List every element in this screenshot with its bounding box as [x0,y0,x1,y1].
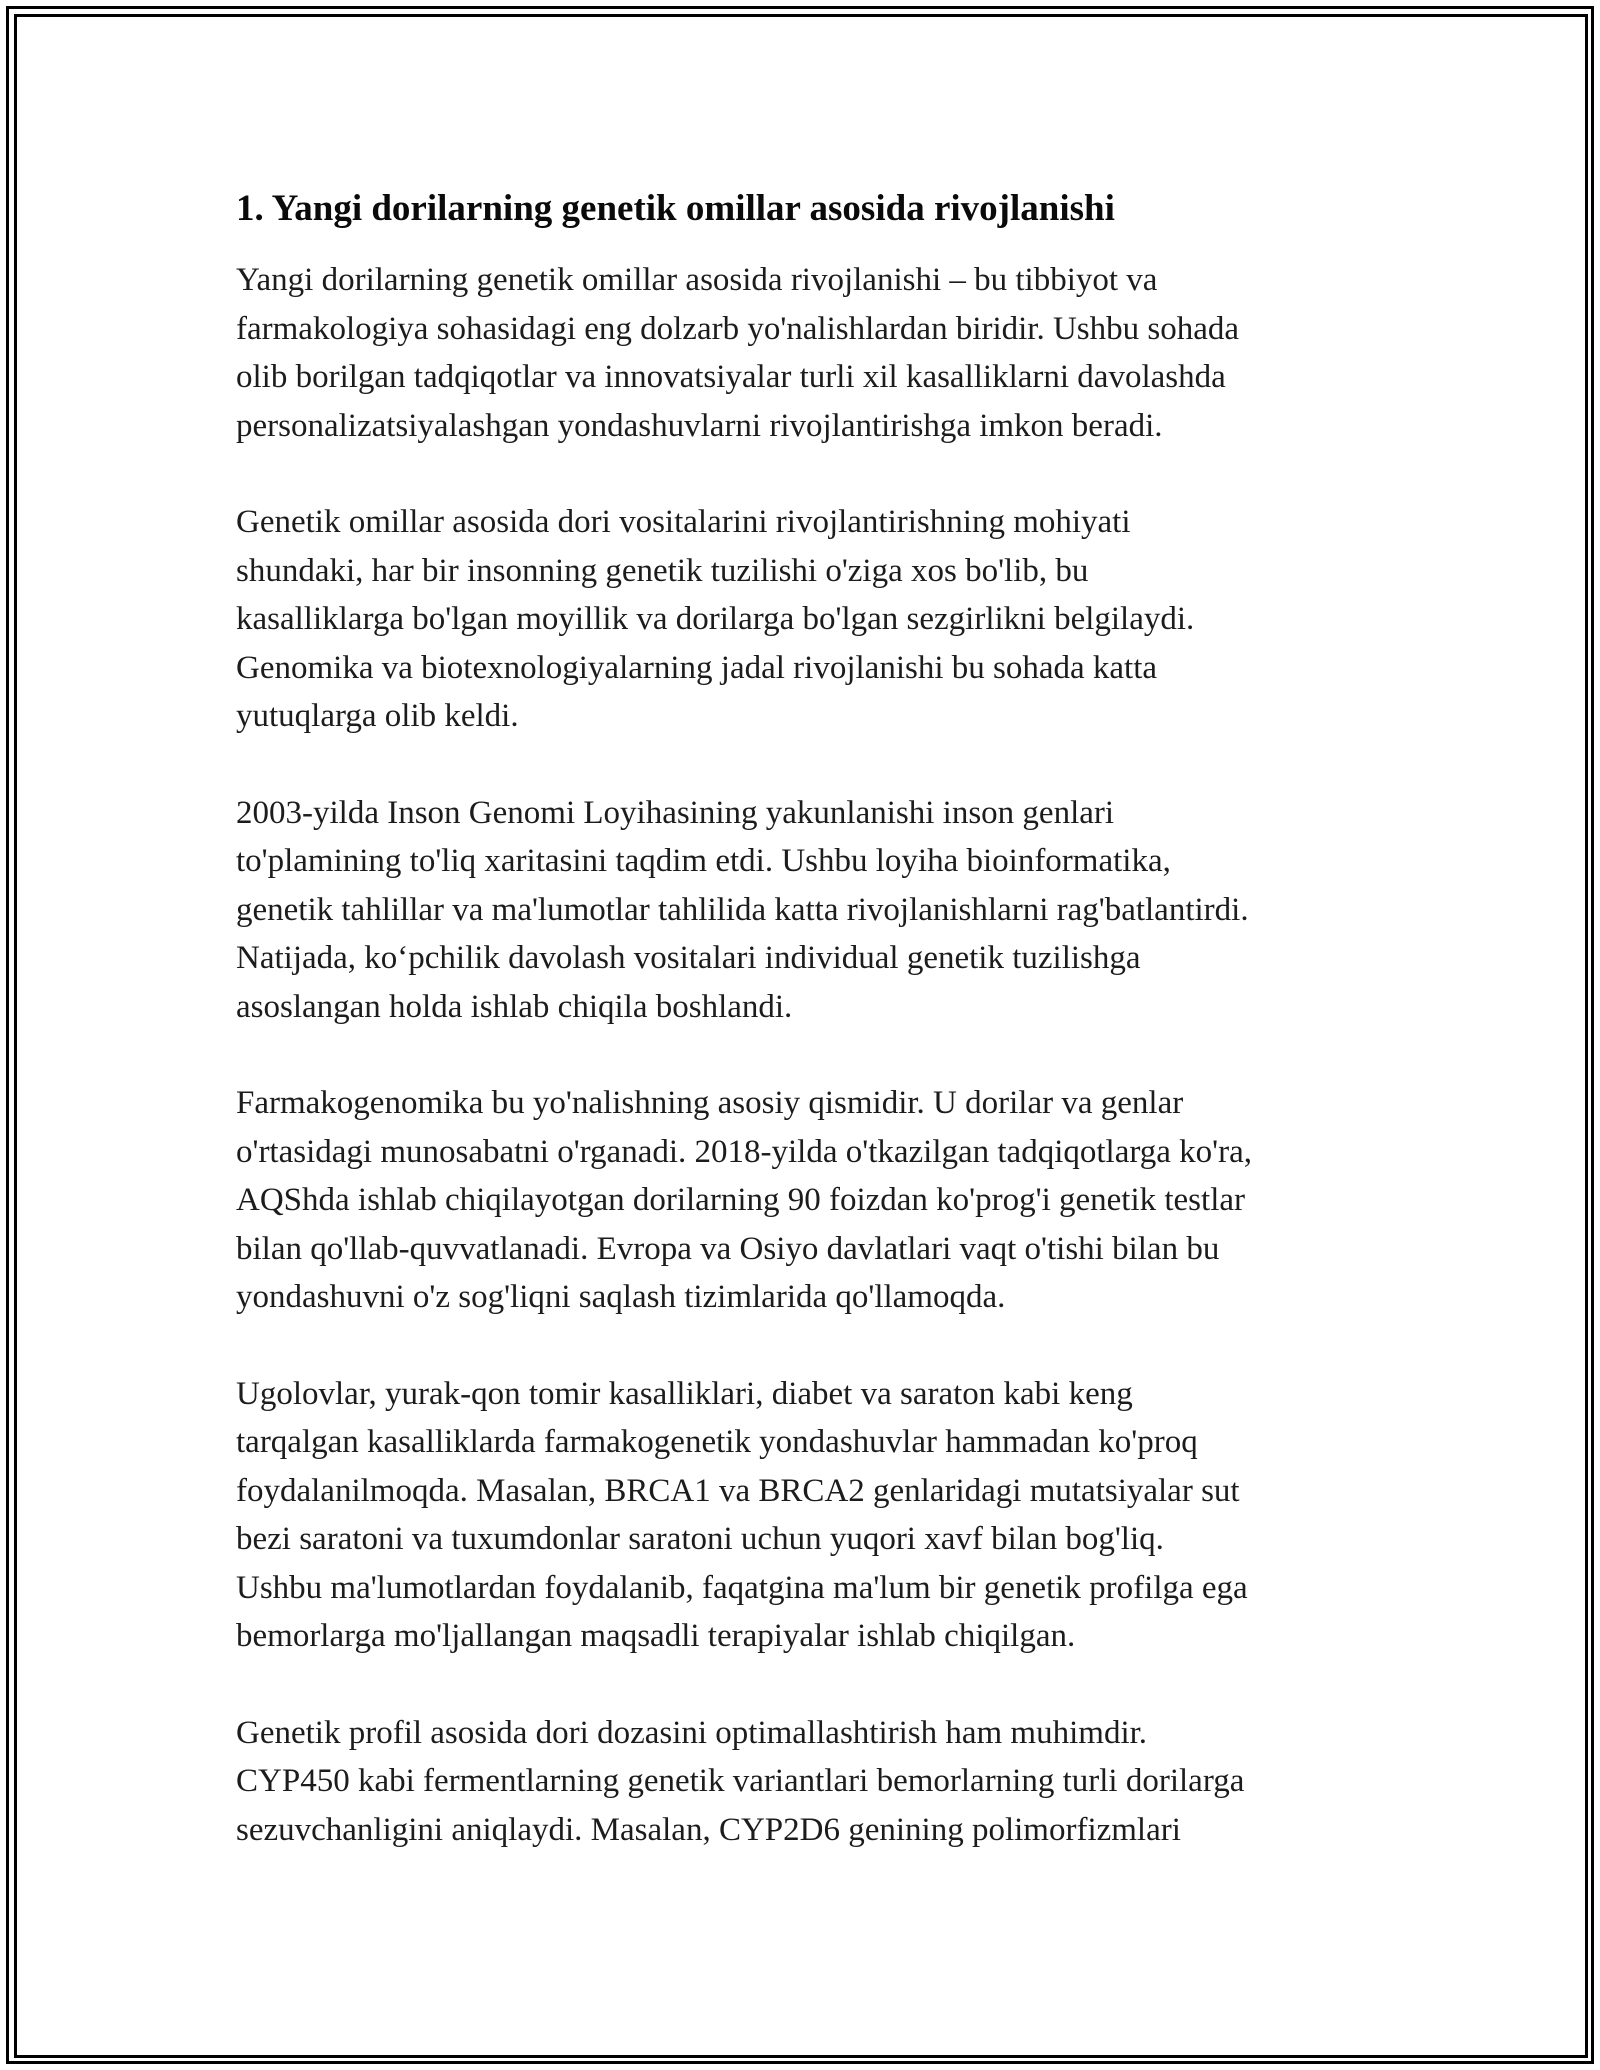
text-line: CYP450 kabi fermentlarning genetik variantlari bemorlarning turli dorilarga [236,1763,1245,1799]
text-line: AQShda ishlab chiqilayotgan dorilarning 90 foizdan ko'prog'i genetik testlar [236,1182,1245,1218]
text-line: olib borilgan tadqiqotlar va innovatsiyalar turli xil kasalliklarni davolashda [236,359,1226,395]
text-line: personalizatsiyalashgan yondashuvlarni rivojlantirishga imkon beradi. [236,407,1163,444]
text-line: bilan qo'llab-quvvatlanadi. Evropa va Osiyo davlatlari vaqt o'tishi bilan bu [236,1230,1220,1267]
text-line: Genomika va biotexnologiyalarning jadal rivojlanishi bu sohada katta [236,649,1158,686]
text-line: Natijada, ko‘pchilik davolash vositalari individual genetik tuzilishga [236,940,1141,976]
text-line: Yangi dorilarning genetik omillar asosida rivojlanishi – bu tibbiyot va [236,262,1158,298]
text-line: Genetik profil asosida dori dozasini optimallashtirish ham muhimdir. [236,1714,1148,1751]
paragraph-genome-project [236,789,1396,1032]
paragraph-pharmacogenomics [236,1079,1396,1322]
text-line: Ushbu ma'lumotlardan foydalanib, faqatgina ma'lum bir genetik profilga ega [236,1569,1248,1606]
text-line: tarqalgan kasalliklarda farmakogenetik yondashuvlar hammadan ko'proq [236,1424,1198,1460]
text-line: Ugolovlar, yurak-qon tomir kasalliklari, diabet va saraton kabi keng [236,1375,1133,1412]
text-line: bezi saratoni va tuxumdonlar saratoni uchun yuqori xavf bilan bog'liq. [236,1521,1164,1557]
text-line: kasalliklarga bo'lgan moyillik va dorilarga bo'lgan sezgirlikni belgilaydi. [236,601,1195,637]
paragraph-intro [236,256,1396,450]
paragraph-genetic-factors [236,498,1396,741]
text-line: o'rtasidagi munosabatni o'rganadi. 2018-yilda o'tkazilgan tadqiqotlarga ko'ra, [236,1133,1252,1170]
document-body [236,186,1396,1902]
text-line: Farmakogenomika bu yo'nalishning asosiy qismidir. U dorilar va genlar [236,1085,1184,1121]
text-line: farmakologiya sohasidagi eng dolzarb yo'nalishlardan biridir. Ushbu sohada [236,310,1240,347]
text-line: asoslangan holda ishlab chiqila boshlandi. [236,988,793,1025]
text-line: genetik tahlillar va ma'lumotlar tahlilida katta rivojlanishlarni rag'batlantirdi. [236,891,1249,928]
text-line: to'plamining to'liq xaritasini taqdim etdi. Ushbu loyiha bioinformatika, [236,843,1171,879]
text-line: yondashuvni o'z sog'liqni saqlash tizimlarida qo'llamoqda. [236,1279,1006,1315]
paragraph-dose-optimization [236,1709,1396,1855]
paragraph-common-diseases [236,1370,1396,1661]
text-line: bemorlarga mo'ljallangan maqsadli terapiyalar ishlab chiqilgan. [236,1618,1076,1654]
text-line: foydalanilmoqda. Masalan, BRCA1 va BRCA2 genlaridagi mutatsiyalar sut [236,1472,1240,1509]
text-line: sezuvchanligini aniqlaydi. Masalan, CYP2D6 genining polimorfizmlari [236,1811,1181,1848]
section-heading: 1. Yangi dorilarning genetik omillar asosida rivojlanishi [236,188,1115,229]
text-line: shundaki, har bir insonning genetik tuzilishi o'ziga xos bo'lib, bu [236,552,1089,589]
text-line: 2003-yilda Inson Genomi Loyihasining yakunlanishi inson genlari [236,794,1115,831]
text-line: Genetik omillar asosida dori vositalarini rivojlantirishning mohiyati [236,504,1131,540]
text-line: yutuqlarga olib keldi. [236,698,519,734]
